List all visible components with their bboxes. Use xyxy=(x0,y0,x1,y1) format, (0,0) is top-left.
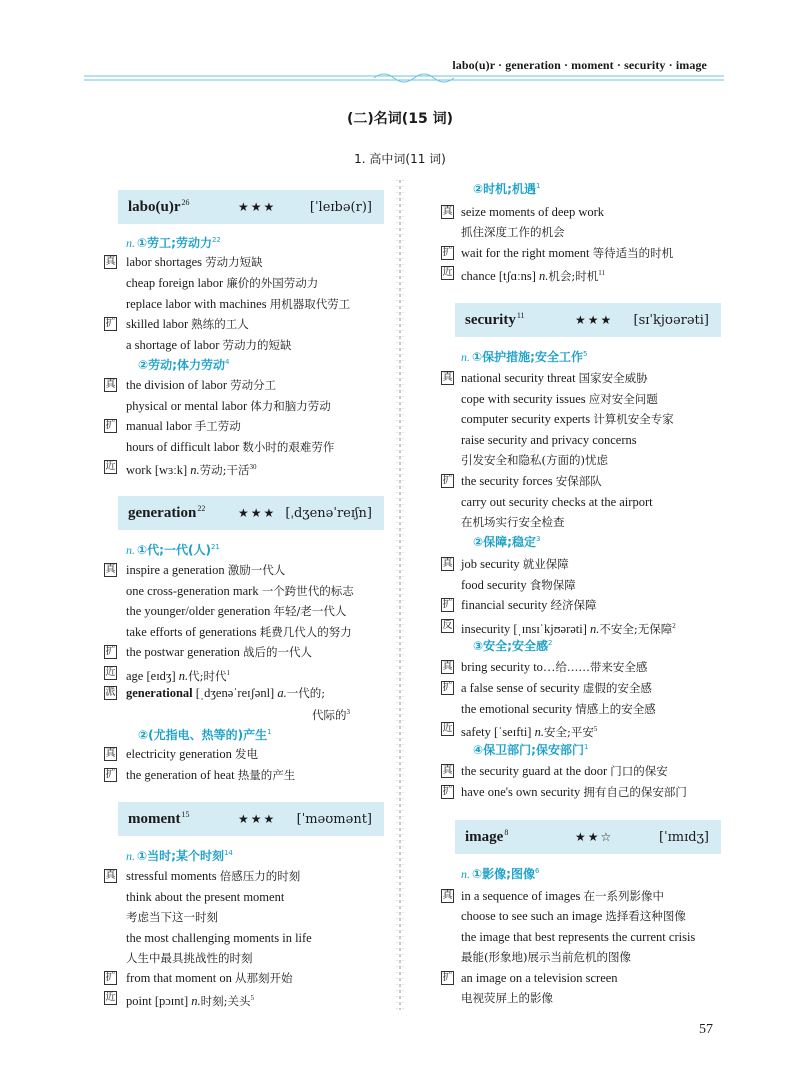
example-translation: 人生中最具挑战性的时刻 xyxy=(126,951,253,965)
example-line: choose to see such an image 选择看这种图像 xyxy=(461,909,686,923)
sense-heading: ④保卫部门;保安部门$^1$ xyxy=(473,743,589,757)
example-line: hours of difficult labor 数小时的艰难劳作 xyxy=(126,440,335,454)
page-number: 57 xyxy=(699,1022,713,1037)
tag-extend: 扩 xyxy=(105,769,116,780)
synonym-line: work [wɜːk] n.劳动;干活$^{30}$ xyxy=(126,463,257,478)
phonetic: [ˈleɪbə(r)] xyxy=(309,199,372,215)
example-line: inspire a generation 激励一代人 xyxy=(126,563,286,577)
example-line: the division of labor 劳动分工 xyxy=(126,378,277,392)
phonetic: [sɪˈkjʊərəti] xyxy=(633,312,709,328)
tag-extend: 扩 xyxy=(442,475,453,486)
example-translation: 引发安全和隐私(方面的)忧虑 xyxy=(461,453,608,467)
example-translation: 抓住深度工作的机会 xyxy=(461,225,565,239)
example-line: stressful moments 倍感压力的时刻 xyxy=(126,869,301,883)
tag-real: 真 xyxy=(442,372,453,383)
example-line: the security guard at the door 门口的保安 xyxy=(461,764,668,778)
example-line: cope with security issues 应对安全问题 xyxy=(461,392,658,406)
example-line: in a sequence of images 在一系列影像中 xyxy=(461,889,665,903)
derived-line-cont: 代际的$^3$ xyxy=(312,708,350,723)
headword: generation$^{22}$ xyxy=(128,504,206,521)
sense-heading: ③安全;安全感$^2$ xyxy=(473,639,553,653)
sense-heading: n. ①劳工;劳动力$^{22}$ xyxy=(126,236,221,250)
tag-near: 近 xyxy=(442,723,453,734)
example-line: think about the present moment xyxy=(126,890,285,904)
phonetic: [ˈɪmɪdʒ] xyxy=(658,829,709,845)
tag-real: 真 xyxy=(442,206,453,217)
example-line: food security 食物保障 xyxy=(461,578,576,592)
tag-real: 真 xyxy=(105,564,116,575)
tag-extend: 扩 xyxy=(105,646,116,657)
tag-real: 真 xyxy=(105,379,116,390)
star-rating: ★★★ xyxy=(238,506,277,520)
example-line: labor shortages 劳动力短缺 xyxy=(126,255,263,269)
example-translation: 最能(形象地)展示当前危机的图像 xyxy=(461,950,631,964)
headword: security$^{11}$ xyxy=(465,311,525,328)
example-line: the younger/older generation 年轻/老一代人 xyxy=(126,604,347,618)
example-translation: 在机场实行安全检查 xyxy=(461,515,565,529)
sense-heading: ②保障;稳定$^3$ xyxy=(473,535,541,549)
headword: $labo(u)r^{26}$ xyxy=(128,198,190,215)
example-line: a false sense of security 虚假的安全感 xyxy=(461,681,652,695)
example-line: manual labor 手工劳动 xyxy=(126,419,241,433)
antonym-line: insecurity [ˌɪnsɪˈkjʊərəti] n.不安全;无保障$^2$ xyxy=(461,622,676,637)
tag-near: 近 xyxy=(105,667,116,678)
example-line: wait for the right moment 等待适当的时机 xyxy=(461,246,674,260)
example-line: seize moments of deep work xyxy=(461,205,605,219)
entry-header-security xyxy=(455,303,721,337)
tag-derived: 派 xyxy=(105,687,116,698)
sense-heading: n. ①当时;某个时刻$^{14}$ xyxy=(126,849,233,863)
tag-near: 近 xyxy=(105,992,116,1003)
section-title: (二)名词(15 词) xyxy=(347,111,453,127)
star-rating: ★★★ xyxy=(575,313,614,327)
tag-real: 真 xyxy=(442,661,453,672)
sense-heading: n. ①代;一代(人)$^{21}$ xyxy=(126,543,220,557)
tag-near: 近 xyxy=(105,461,116,472)
star-rating: ★★★ xyxy=(238,812,277,826)
tag-extend: 扩 xyxy=(442,786,453,797)
tag-extend: 扩 xyxy=(442,972,453,983)
synonym-line: point [pɔɪnt] n.时刻;关头$^5$ xyxy=(126,994,255,1009)
star-rating: ★★☆ xyxy=(575,830,614,844)
example-line: bring security to…给……带来安全感 xyxy=(461,660,648,674)
synonym-line: chance [tʃɑːns] n.机会;时机$^{11}$ xyxy=(461,269,606,284)
tag-extend: 扩 xyxy=(442,247,453,258)
example-line: from that moment on 从那刻开始 xyxy=(126,971,293,985)
entry-header-labour xyxy=(118,190,384,224)
synonym-line: age [eɪdʒ] n.代;时代$^1$ xyxy=(126,669,231,684)
example-line: skilled labor 熟练的工人 xyxy=(126,317,249,331)
running-header: labo(u)r · generation · moment · security · image xyxy=(452,58,707,72)
example-translation: 电视荧屏上的影像 xyxy=(461,991,553,1005)
example-line: replace labor with machines 用机器取代劳工 xyxy=(126,297,351,311)
example-translation: 考虑当下这一时刻 xyxy=(126,910,218,924)
derived-line: generational [ˌdʒenəˈreɪʃənl] a.一代的; xyxy=(126,686,326,700)
tag-near: 近 xyxy=(442,267,453,278)
sense-heading: ②时机;机遇$^1$ xyxy=(473,182,541,196)
tag-real: 真 xyxy=(442,890,453,901)
tag-real: 真 xyxy=(442,558,453,569)
tag-extend: 扩 xyxy=(442,682,453,693)
tag-real: 真 xyxy=(105,870,116,881)
example-line: physical or mental labor 体力和脑力劳动 xyxy=(126,399,331,413)
example-line: the postwar generation 战后的一代人 xyxy=(126,645,312,659)
sense-heading: n. ①保护措施;安全工作$^5$ xyxy=(461,350,588,364)
column-divider xyxy=(394,180,406,1010)
example-line: an image on a television screen xyxy=(461,971,618,985)
example-line: the generation of heat 热量的产生 xyxy=(126,768,296,782)
entry-header-image xyxy=(455,820,721,854)
phonetic: [ˌdʒenəˈreɪʃn] xyxy=(285,505,372,521)
tag-extend: 扩 xyxy=(442,599,453,610)
example-line: the image that best represents the current crisis xyxy=(461,930,696,944)
tag-real: 真 xyxy=(442,765,453,776)
example-line: cheap foreign labor 廉价的外国劳动力 xyxy=(126,276,319,290)
synonym-line: safety [ˈseɪfti] n.安全;平安$^5$ xyxy=(461,725,598,740)
star-rating: ★★★ xyxy=(238,200,277,214)
phonetic: [ˈməʊmənt] xyxy=(296,811,372,827)
example-line: the emotional security 情感上的安全感 xyxy=(461,702,656,716)
entry-header-generation xyxy=(118,496,384,530)
example-line: the security forces 安保部队 xyxy=(461,474,602,488)
headword: moment$^{15}$ xyxy=(128,810,190,827)
tag-extend: 扩 xyxy=(105,972,116,983)
headword: image$^8$ xyxy=(465,828,509,845)
entry-header-moment xyxy=(118,802,384,836)
example-line: have one's own security 拥有自己的保安部门 xyxy=(461,785,687,799)
tag-real: 真 xyxy=(105,256,116,267)
sense-heading: n. ①影像;图像$^6$ xyxy=(461,867,540,881)
example-line: take efforts of generations 耗费几代人的努力 xyxy=(126,625,352,639)
example-line: carry out security checks at the airport xyxy=(461,495,653,509)
example-line: the most challenging moments in life xyxy=(126,931,312,945)
example-line: a shortage of labor 劳动力的短缺 xyxy=(126,338,292,352)
example-line: computer security experts 计算机安全专家 xyxy=(461,412,674,426)
tag-real: 真 xyxy=(105,748,116,759)
sense-heading: ②劳动;体力劳动$^4$ xyxy=(138,358,230,372)
example-line: job security 就业保障 xyxy=(461,557,569,571)
tag-antonym: 反 xyxy=(442,620,453,631)
example-line: electricity generation 发电 xyxy=(126,747,258,761)
subsection-title: 1. 高中词(11 词) xyxy=(354,152,446,166)
example-line: one cross-generation mark 一个跨世代的标志 xyxy=(126,584,354,598)
sense-heading: ②(尤指电、热等的)产生$^1$ xyxy=(138,728,272,742)
tag-extend: 扩 xyxy=(105,318,116,329)
example-line: raise security and privacy concerns xyxy=(461,433,637,447)
header-ornament-rule xyxy=(84,72,724,86)
example-line: financial security 经济保障 xyxy=(461,598,597,612)
example-line: national security threat 国家安全威胁 xyxy=(461,371,648,385)
tag-extend: 扩 xyxy=(105,420,116,431)
